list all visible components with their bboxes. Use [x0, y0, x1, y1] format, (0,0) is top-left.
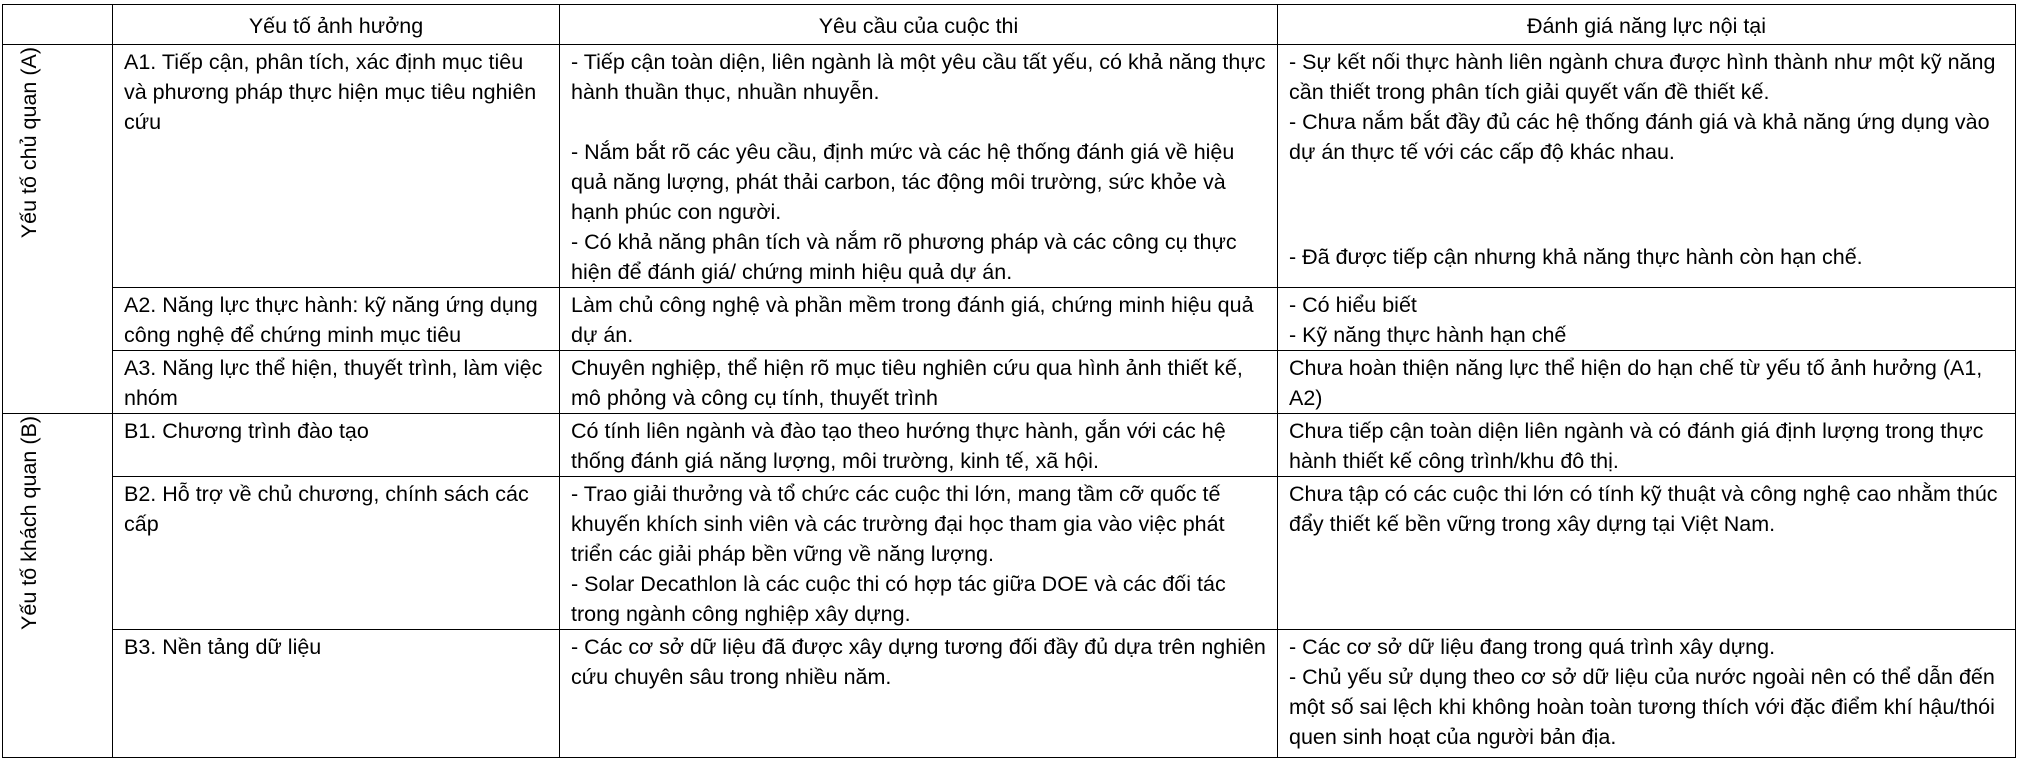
- factor-assessment-table: [2, 4, 2016, 758]
- requirement-a2: Làm chủ công nghệ và phần mềm trong đánh giá, chứng minh hiệu quả dự án.: [560, 288, 1278, 351]
- requirement-b2: [560, 477, 1278, 630]
- table-row-a1: [3, 45, 2016, 288]
- header-row: [3, 5, 2016, 45]
- table-row-a3: [3, 351, 2016, 414]
- assessment-a2-item: - Kỹ năng thực hành hạn chế: [1289, 323, 1567, 347]
- header-assessment: Đánh giá năng lực nội tại: [1278, 5, 2016, 45]
- requirement-a1-item: - Tiếp cận toàn diện, liên ngành là một yêu cầu tất yếu, có khả năng thực hành thuần thục, nhuần nhuyễn.: [571, 50, 1266, 104]
- requirement-b2-item: - Trao giải thưởng và tổ chức các cuộc thi lớn, mang tầm cỡ quốc tế khuyến khích sinh viên và các trường đại học tham gia vào việc phát triển các giải pháp bền vững về năng lượng.: [571, 482, 1225, 566]
- assessment-a2-item: - Có hiểu biết: [1289, 293, 1417, 317]
- group-label-b: Yếu tố khách quan (B): [17, 416, 41, 630]
- header-requirement: Yêu cầu của cuộc thi: [560, 5, 1278, 45]
- assessment-b3: [1278, 630, 2016, 758]
- requirement-a1-item: - Có khả năng phân tích và nắm rõ phương pháp và các công cụ thực hiện để đánh giá/ chứng minh hiệu quả dự án.: [571, 230, 1237, 284]
- requirement-a1-item: - Nắm bắt rõ các yêu cầu, định mức và các hệ thống đánh giá về hiệu quả năng lượng, phát thải carbon, tác động môi trường, sức khỏe và hạnh phúc con người.: [571, 140, 1235, 224]
- header-factor: Yếu tố ảnh hưởng: [113, 5, 560, 45]
- table-row-b1: [3, 414, 2016, 477]
- requirement-b2-item: - Solar Decathlon là các cuộc thi có hợp tác giữa DOE và các đối tác trong ngành công nghiệp xây dựng.: [571, 572, 1226, 626]
- header-group: [3, 5, 113, 45]
- requirement-b3: - Các cơ sở dữ liệu đã được xây dựng tương đối đầy đủ dựa trên nghiên cứu chuyên sâu trong nhiều năm.: [560, 630, 1278, 758]
- group-cell-b: [3, 414, 113, 758]
- factor-b3: B3. Nền tảng dữ liệu: [113, 630, 560, 758]
- factor-a1: A1. Tiếp cận, phân tích, xác định mục tiêu và phương pháp thực hiện mục tiêu nghiên cứu: [113, 45, 560, 288]
- table-row-a2: [3, 288, 2016, 351]
- table-row-b3: [3, 630, 2016, 758]
- assessment-b3-item: - Các cơ sở dữ liệu đang trong quá trình xây dựng.: [1289, 635, 1776, 659]
- assessment-b2: Chưa tập có các cuộc thi lớn có tính kỹ thuật và công nghệ cao nhằm thúc đẩy thiết kế bền vững trong xây dựng tại Việt Nam.: [1278, 477, 2016, 630]
- group-label-a: Yếu tố chủ quan (A): [17, 47, 41, 239]
- assessment-a2: [1278, 288, 2016, 351]
- factor-b2: B2. Hỗ trợ về chủ chương, chính sách các cấp: [113, 477, 560, 630]
- factor-a3: A3. Năng lực thể hiện, thuyết trình, làm việc nhóm: [113, 351, 560, 414]
- requirement-a3: Chuyên nghiệp, thể hiện rõ mục tiêu nghiên cứu qua hình ảnh thiết kế, mô phỏng và công cụ tính, thuyết trình: [560, 351, 1278, 414]
- factor-a2: A2. Năng lực thực hành: kỹ năng ứng dụng công nghệ để chứng minh mục tiêu: [113, 288, 560, 351]
- requirement-b1: Có tính liên ngành và đào tạo theo hướng thực hành, gắn với các hệ thống đánh giá năng lượng, môi trường, kinh tế, xã hội.: [560, 414, 1278, 477]
- assessment-a1: [1278, 45, 2016, 288]
- assessment-b1: Chưa tiếp cận toàn diện liên ngành và có đánh giá định lượng trong thực hành thiết kế công trình/khu đô thị.: [1278, 414, 2016, 477]
- factor-b1: B1. Chương trình đào tạo: [113, 414, 560, 477]
- assessment-a1-item: - Đã được tiếp cận nhưng khả năng thực hành còn hạn chế.: [1289, 245, 1863, 269]
- assessment-a1-item: - Chưa nắm bắt đầy đủ các hệ thống đánh giá và khả năng ứng dụng vào dự án thực tế với các cấp độ khác nhau.: [1289, 110, 1990, 164]
- group-cell-a: [3, 45, 113, 414]
- requirement-a1: [560, 45, 1278, 288]
- assessment-a1-item: - Sự kết nối thực hành liên ngành chưa được hình thành như một kỹ năng cần thiết trong phân tích giải quyết vấn đề thiết kế.: [1289, 50, 1996, 104]
- assessment-b3-item: - Chủ yếu sử dụng theo cơ sở dữ liệu của nước ngoài nên có thể dẫn đến một số sai lệch khi không hoàn toàn tương thích với đặc điểm khí hậu/thói quen sinh hoạt của người bản địa.: [1289, 665, 1995, 749]
- assessment-a3: Chưa hoàn thiện năng lực thể hiện do hạn chế từ yếu tố ảnh hưởng (A1, A2): [1278, 351, 2016, 414]
- table-row-b2: [3, 477, 2016, 630]
